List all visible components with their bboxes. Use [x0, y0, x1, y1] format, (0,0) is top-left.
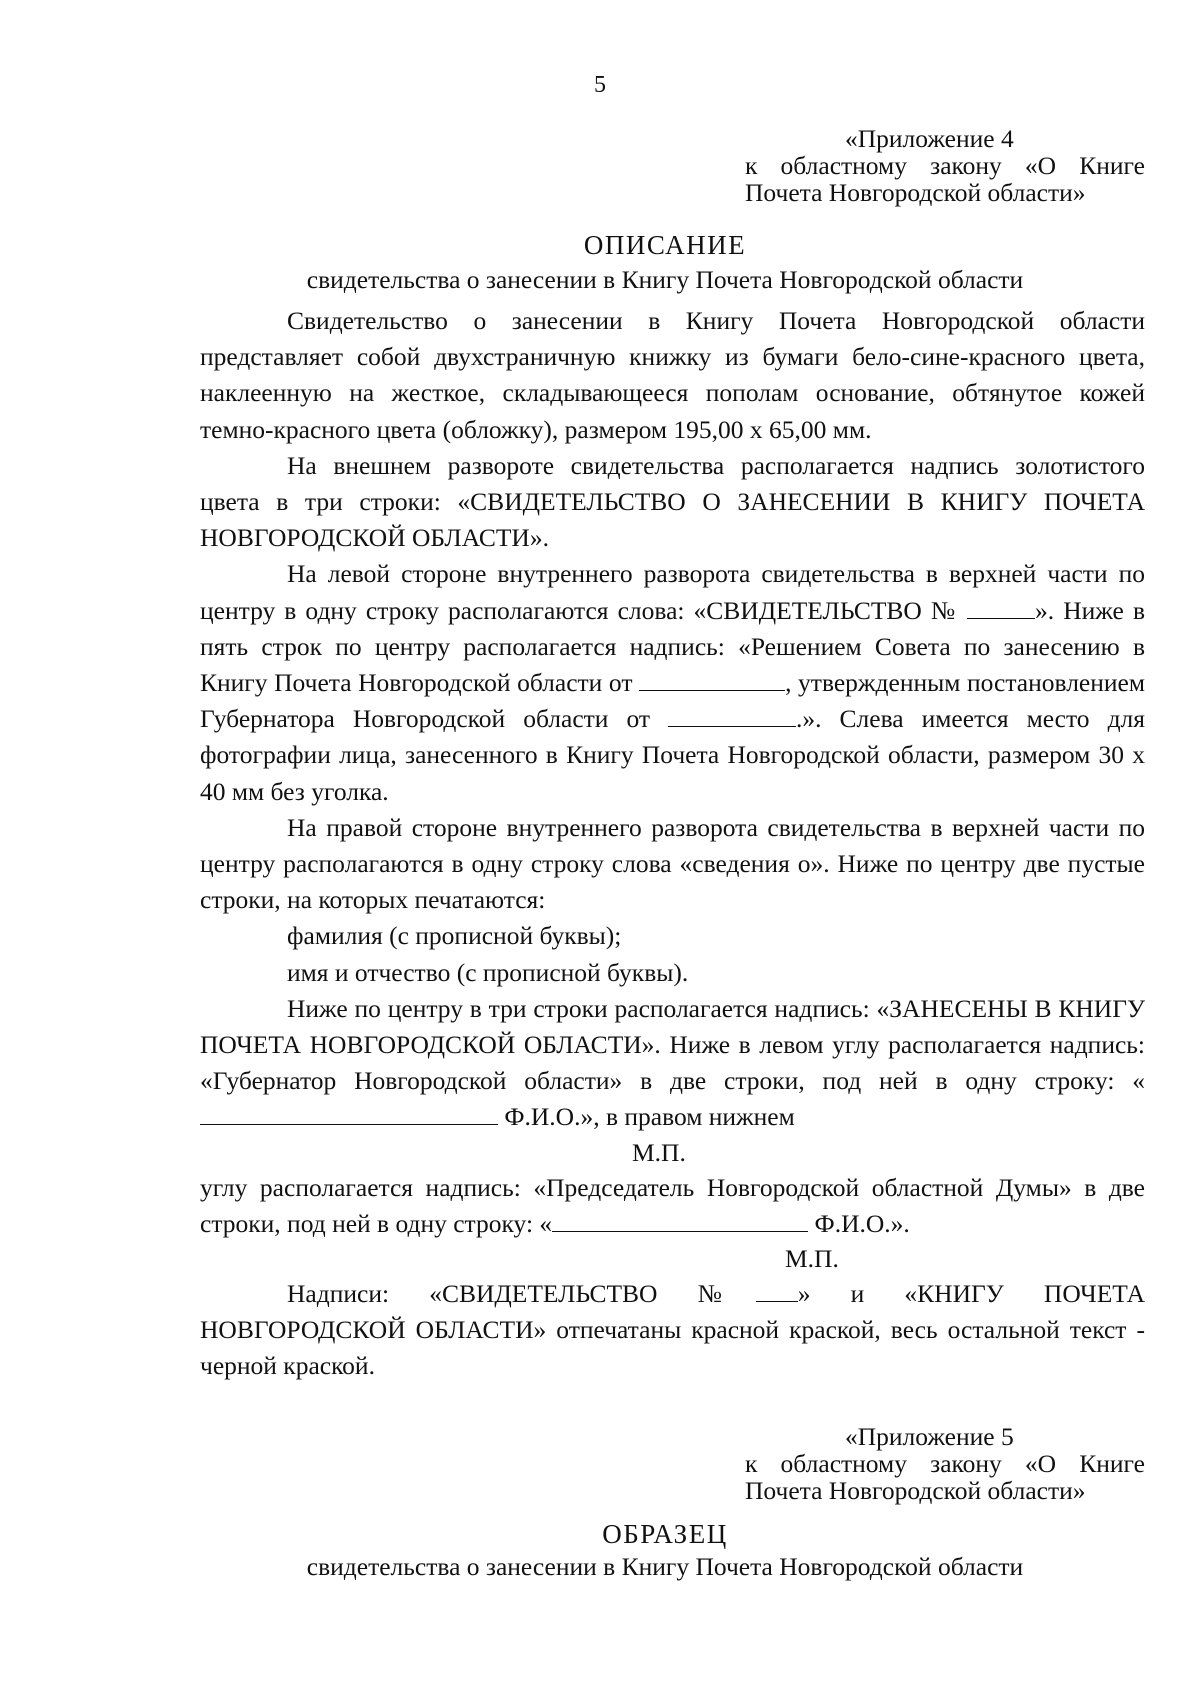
certificate-number-blank-2 — [756, 1279, 798, 1302]
paragraph-6 — [200, 1170, 1145, 1242]
list-item-name: имя и отчество (с прописной буквы). — [287, 957, 689, 987]
appendix-4-header — [745, 125, 1145, 206]
paragraph-6-part-b: Ф.И.О.». — [808, 1208, 910, 1238]
paragraph-3-part-b: ». Ниже в пять строк по центру располагается надпись: «Решением Совета по занесению в Книгу Почета Новгородской области от — [200, 595, 1145, 698]
stamp-place-1: М.П. — [632, 1137, 686, 1167]
section-2-title: ОБРАЗЕЦ — [602, 1519, 728, 1549]
paragraph-6-part-a: углу располагается надпись: «Председатель Новгородской областной Думы» в две строки, под ней в одну строку: « — [200, 1172, 1145, 1238]
paragraph-5 — [200, 991, 1145, 1136]
paragraph-3 — [200, 556, 1145, 809]
paragraph-5-part-b: Ф.И.О.», в правом нижнем — [498, 1102, 795, 1132]
certificate-number-blank — [967, 596, 1035, 619]
appendix-4-law-ref: к областному закону «О Книге — [745, 151, 1145, 180]
paragraph-5-part-a: Ниже по центру в три строки располагается надпись: «ЗАНЕСЕНЫ В КНИГУ ПОЧЕТА НОВГОРОДСКОЙ ОБЛАСТИ». Ниже в левом углу располагается надпись: «Губернатор Новгородской области» в две строки, под ней в одну строку: « — [200, 993, 1145, 1096]
paragraph-3-part-a: На левой стороне внутреннего разворота свидетельства в верхней части по центру в одну строку располагаются слова: «СВИДЕТЕЛЬСТВО № — [200, 559, 1145, 625]
stamp-place-2: М.П. — [785, 1244, 839, 1274]
paragraph-4: На правой стороне внутреннего разворота свидетельства в верхней части по центру располагаются в одну строку слова «сведения о». Ниже по центру две пустые строки, на которых печатаются: — [200, 812, 1145, 915]
list-item-surname: фамилия (с прописной буквы); — [287, 921, 622, 951]
paragraph-1: Свидетельство о занесении в Книгу Почета Новгородской области представляет собой двухстраничную книжку из бумаги бело-сине-красного цвета, наклеенную на жесткое, складывающееся пополам основание, обтянутое кожей темно-красного цвета (обложку), размером 195,00 х 65,00 мм. — [200, 306, 1145, 444]
paragraph-3-part-d: .». Слева имеется место для фотографии лица, занесенного в Книгу Почета Новгородской области, размером 30 х 40 мм без уголка. — [200, 704, 1145, 806]
section-1-subtitle: свидетельства о занесении в Книгу Почета Новгородской области — [306, 265, 1024, 294]
appendix-5-title: «Приложение 5 — [845, 1422, 1014, 1451]
appendix-4-law-name: Почета Новгородской области» — [745, 178, 1086, 207]
paragraph-7 — [200, 1276, 1145, 1385]
appendix-5-law-ref: к областному закону «О Книге — [745, 1449, 1145, 1478]
resolution-date-blank — [668, 704, 796, 727]
governor-signature-blank — [200, 1102, 498, 1125]
paragraph-2: На внешнем развороте свидетельства располагается надпись золотистого цвета в три строки: «СВИДЕТЕЛЬСТВО О ЗАНЕСЕНИИ В КНИГУ ПОЧЕТА НОВГОРОДСКОЙ ОБЛАСТИ». — [200, 450, 1145, 553]
appendix-4-title: «Приложение 4 — [845, 124, 1014, 153]
paragraph-3-part-c: , утвержденным постановлением Губернатора Новгородской области от — [200, 668, 1145, 734]
appendix-5-header — [745, 1423, 1145, 1504]
decision-date-blank — [639, 668, 785, 691]
paragraph-7-part-a: Надписи: «СВИДЕТЕЛЬСТВО № — [287, 1279, 756, 1309]
description-body — [200, 303, 1145, 1385]
section-2-subtitle: свидетельства о занесении в Книгу Почета Новгородской области — [306, 1552, 1024, 1581]
page-number: 5 — [594, 72, 606, 98]
paragraph-7-part-b: » и «КНИГУ ПОЧЕТА НОВГОРОДСКОЙ ОБЛАСТИ» отпечатаны красной краской, весь остальной текст - черной краской. — [200, 1279, 1145, 1381]
section-1-title: ОПИСАНИЕ — [583, 230, 747, 260]
chairman-signature-blank — [552, 1209, 808, 1232]
appendix-5-law-name: Почета Новгородской области» — [745, 1476, 1086, 1505]
